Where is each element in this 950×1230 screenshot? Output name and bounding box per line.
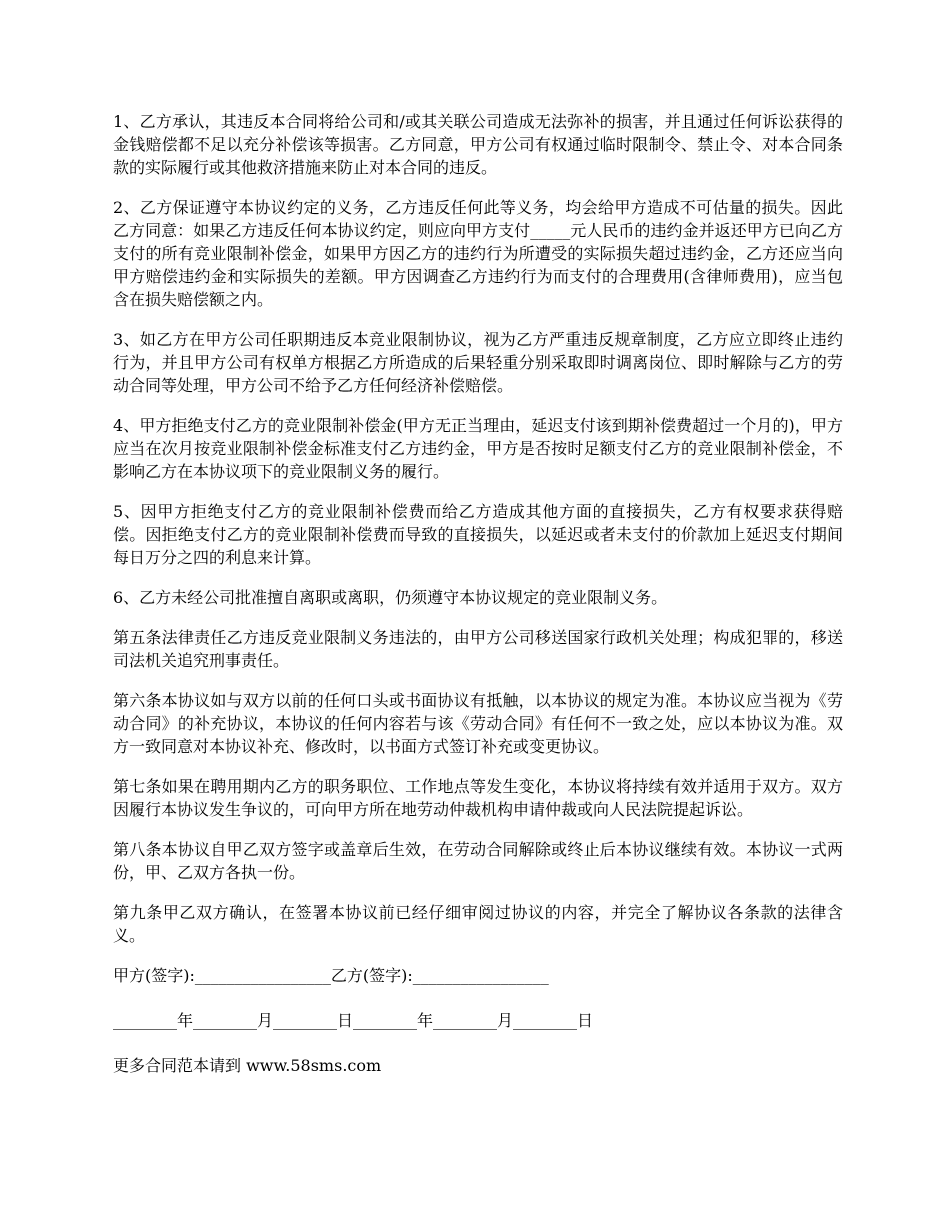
- article-5-liability: 第五条法律责任乙方违反竞业限制义务违法的，由甲方公司移送国家行政机关处理；构成犯罪的，移送司法机关追究刑事责任。: [113, 628, 843, 670]
- clause-4: 4、甲方拒绝支付乙方的竞业限制补偿金(甲方无正当理由，延迟支付该到期补偿费超过一个月的)，甲方应当在次月按竞业限制补偿金标准支付乙方违约金，甲方是否按时足额支付乙方的竞业限制补偿金，不影响乙方在本协议项下的竞业限制义务的履行。: [113, 416, 843, 481]
- document-page: [113, 110, 843, 1077]
- article-8-effect: 第八条本协议自甲乙双方签字或盖章后生效，在劳动合同解除或终止后本协议继续有效。本协议一式两份，甲、乙双方各执一份。: [113, 840, 843, 882]
- footer-note: 更多合同范本请到 www.58sms.com: [113, 1056, 382, 1075]
- clause-1: 1、乙方承认，其违反本合同将给公司和/或其关联公司造成无法弥补的损害，并且通过任何诉讼获得的金钱赔偿都不足以充分补偿该等损害。乙方同意，甲方公司有权通过临时限制令、禁止令、对本合同条款的实际履行或其他救济措施来防止对本合同的违反。: [113, 112, 843, 177]
- date-line: ________年________月________日________年________月________日: [113, 1011, 594, 1030]
- article-7-changes: 第七条如果在聘用期内乙方的职务职位、工作地点等发生变化，本协议将持续有效并适用于双方。双方因履行本协议发生争议的，可向甲方所在地劳动仲裁机构申请仲裁或向人民法院提起诉讼。: [113, 777, 843, 819]
- clause-6: 6、乙方未经公司批准擅自离职或离职，仍须遵守本协议规定的竞业限制义务。: [113, 588, 668, 607]
- clause-5: 5、因甲方拒绝支付乙方的竞业限制补偿费而给乙方造成其他方面的直接损失，乙方有权要求获得赔偿。因拒绝支付乙方的竞业限制补偿费而导致的直接损失，以延迟或者未支付的价款加上延迟支付期间每日万分之四的利息来计算。: [113, 502, 843, 567]
- signature-line: 甲方(签字):_________________乙方(签字):_________________: [113, 966, 549, 985]
- clause-3: 3、如乙方在甲方公司任职期违反本竞业限制协议，视为乙方严重违反规章制度，乙方应立即终止违约行为，并且甲方公司有权单方根据乙方所造成的后果轻重分别采取即时调离岗位、即时解除与乙方的劳动合同等处理，甲方公司不给予乙方任何经济补偿赔偿。: [113, 330, 843, 395]
- article-9-confirmation: 第九条甲乙双方确认，在签署本协议前已经仔细审阅过协议的内容，并完全了解协议各条款的法律含义。: [113, 903, 843, 945]
- article-6-precedence: 第六条本协议如与双方以前的任何口头或书面协议有抵触，以本协议的规定为准。本协议应当视为《劳动合同》的补充协议，本协议的任何内容若与该《劳动合同》有任何不一致之处，应以本协议为准。双方一致同意对本协议补充、修改时，以书面方式签订补充或变更协议。: [113, 691, 843, 756]
- clause-2: 2、乙方保证遵守本协议约定的义务，乙方违反任何此等义务，均会给甲方造成不可估量的损失。因此乙方同意：如果乙方违反任何本协议约定，则应向甲方支付_____元人民币的违约金并返还甲方已向乙方支付的所有竞业限制补偿金，如果甲方因乙方的违约行为所遭受的实际损失超过违约金，乙方还应当向甲方赔偿违约金和实际损失的差额。甲方因调查乙方违约行为而支付的合理费用(含律师费用)，应当包含在损失赔偿额之内。: [113, 198, 843, 309]
